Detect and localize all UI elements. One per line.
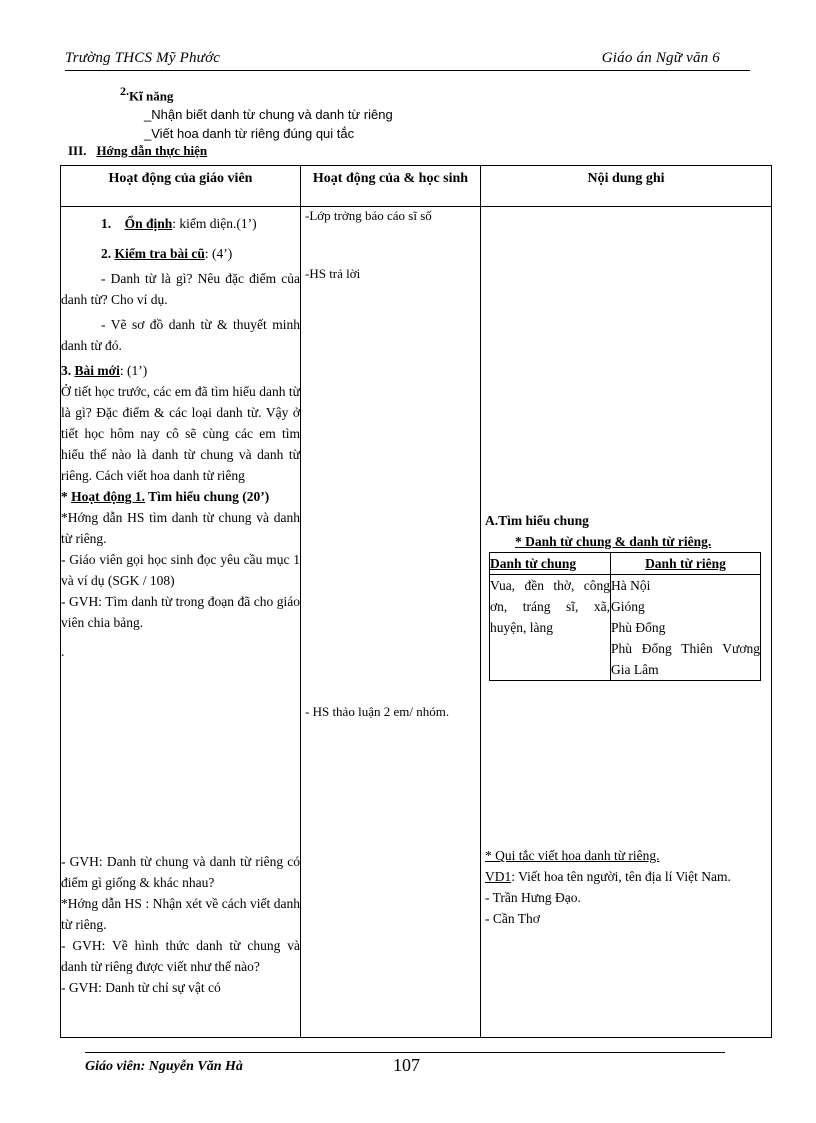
lesson-table xyxy=(60,165,772,1038)
student-report: -Lớp trởng báo cáo sĩ số xyxy=(305,208,432,223)
teacher-upper-block xyxy=(61,213,300,662)
stabilize-title: Ổn định xyxy=(124,216,173,231)
header-content: Nội dung ghi xyxy=(481,166,772,207)
new-lesson-title: Bài mới xyxy=(74,363,120,378)
table-body-row xyxy=(61,207,772,1038)
teacher-question-find: - GVH: Tìm danh từ trong đoạn đã cho giáo viên chia bảng. xyxy=(61,594,300,630)
proper-noun-item: Phù Đổng Thiên Vương xyxy=(611,641,760,656)
content-rules xyxy=(481,845,771,929)
section-number: III. xyxy=(68,143,87,158)
teacher-question-form: - GVH: Về hình thức danh từ chung và danh từ riêng được viết như thế nào? xyxy=(61,938,300,974)
step-stabilize: 1. Ổn định: kiểm diện.(1’) xyxy=(101,216,257,231)
header-student: Hoạt động của & học sinh xyxy=(301,166,481,207)
question-1: - Danh từ là gì? Nêu đặc điểm của danh từ? Cho ví dụ. xyxy=(61,271,300,307)
page-footer xyxy=(85,1052,725,1075)
page-header xyxy=(65,50,750,71)
proper-noun-item: Gia Lâm xyxy=(611,662,659,677)
subject-title: Giáo án Ngữ văn 6 xyxy=(601,50,720,66)
skills-number: 2. xyxy=(120,84,129,98)
nouns-subtitle: * Danh từ chung & danh từ riêng. xyxy=(515,534,712,549)
introduction-text: Ở tiết học trước, các em đã tìm hiểu danh từ là gì? Đặc điểm & các loại danh từ. Vậy ở tiết học hôm nay cô sẽ cùng các em tìm hiểu thế nào là danh từ chung và danh từ riêng. Cách viết hoa danh từ riêng xyxy=(61,384,300,483)
student-column xyxy=(301,207,481,1038)
example-item: - Trần Hưng Đạo. xyxy=(485,890,581,905)
example-label: VD1 xyxy=(485,869,512,884)
teacher-question-compare: - GVH: Danh từ chung và danh từ riêng có điểm gì giống & khác nhau? xyxy=(61,854,300,890)
proper-noun-item: Hà Nội xyxy=(611,578,651,593)
check-homework-title: Kiểm tra bài cũ xyxy=(114,246,205,261)
student-answer: -HS trả lời xyxy=(305,266,361,281)
dot-mark: . xyxy=(61,644,65,659)
example-1: VD1: Viết hoa tên người, tên địa lí Việt Nam. xyxy=(485,869,731,884)
content-general xyxy=(481,510,771,681)
step-check-homework: 2. Kiểm tra bài cũ: (4’) xyxy=(101,246,233,261)
proper-noun-item: Phù Đổng xyxy=(611,620,666,635)
school-name: Trường THCS Mỹ Phước xyxy=(65,50,221,66)
skills-title-text: Kĩ năng xyxy=(129,88,174,104)
page-number: 107 xyxy=(393,1055,420,1075)
step-new-lesson: 3. Bài mới: (1’) xyxy=(61,363,148,378)
activity-1-title: Hoạt động 1. xyxy=(71,489,146,504)
teacher-name: Giáo viên: Nguyễn Văn Hà xyxy=(85,1059,243,1074)
teacher-question-things: - GVH: Danh từ chỉ sự vật có xyxy=(61,980,221,995)
proper-noun-list xyxy=(611,575,761,681)
teacher-instruction-read: - Giáo viên gọi học sinh đọc yêu cầu mục 1 và ví dụ (SGK / 108) xyxy=(61,552,300,588)
skills-section xyxy=(120,82,393,143)
guide-find-nouns: *Hớng dẫn HS tìm danh từ chung và danh từ riêng. xyxy=(61,510,300,546)
question-2: - Vẽ sơ đồ danh từ & thuyết minh danh từ đó. xyxy=(61,317,300,353)
section-heading xyxy=(68,143,207,159)
example-item: - Cần Thơ xyxy=(485,911,540,926)
activity-1: * Hoạt động 1. Tìm hiểu chung (20’) xyxy=(61,489,270,504)
proper-noun-item: Gióng xyxy=(611,599,645,614)
noun-comparison-table xyxy=(489,552,761,681)
common-noun-list: Vua, đền thờ, công ơn, tráng sĩ, xã, huyện, làng xyxy=(490,575,611,681)
teacher-lower-block xyxy=(61,851,300,998)
proper-noun-header: Danh từ riêng xyxy=(611,553,761,575)
rule-title: * Qui tắc viết hoa danh từ riêng. xyxy=(485,848,660,863)
table-header-row xyxy=(61,166,772,207)
skills-title xyxy=(120,82,393,105)
section-title: Hớng dẫn thực hiện xyxy=(96,143,208,158)
header-teacher: Hoạt động của giáo viên xyxy=(61,166,301,207)
section-a-title: A.Tìm hiểu chung xyxy=(485,513,589,528)
skill-item-2: _Viết hoa danh từ riêng đúng qui tắc xyxy=(144,126,355,142)
skill-item-1: _Nhận biết danh từ chung và danh từ riêng xyxy=(144,107,393,123)
teacher-column xyxy=(61,207,301,1038)
student-discussion: - HS thảo luận 2 em/ nhóm. xyxy=(305,704,450,719)
guide-writing: *Hớng dẫn HS : Nhận xét về cách viết danh từ riêng. xyxy=(61,896,300,932)
content-column xyxy=(481,207,772,1038)
common-noun-header: Danh từ chung xyxy=(490,553,611,575)
